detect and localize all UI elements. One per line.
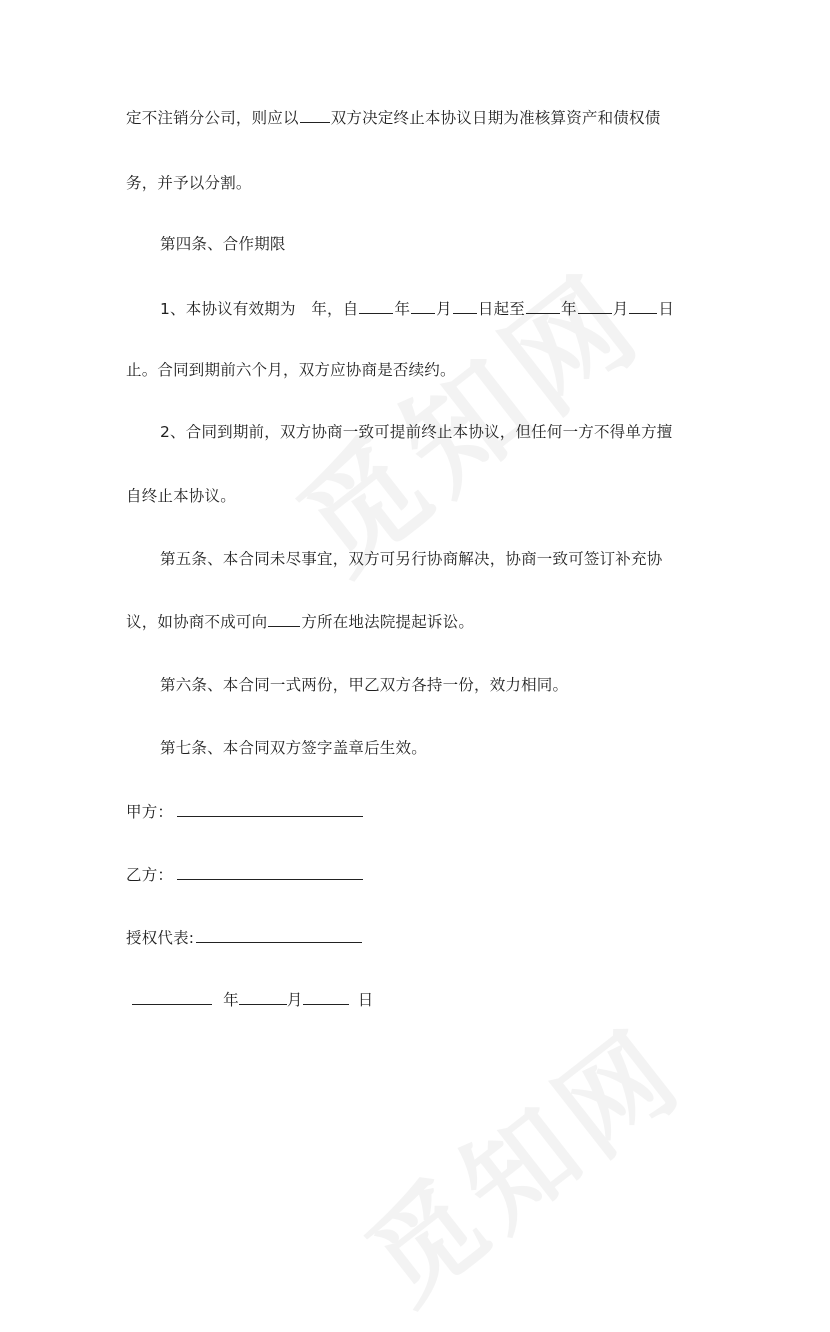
date-day-blank	[303, 988, 349, 1005]
fill-in-blank	[411, 297, 435, 314]
paragraph-line: 第五条、本合同未尽事宜，双方可另行协商解决，协商一致可签订补充协	[160, 550, 663, 568]
date-month-label: 月	[286, 991, 303, 1009]
date-year-label: 年	[223, 991, 239, 1009]
signature-line	[196, 926, 362, 943]
paragraph-line: 第七条、本合同双方签字盖章后生效。	[160, 739, 427, 757]
signature-date	[132, 988, 373, 1011]
paragraph-line: 自终止本协议。	[126, 487, 236, 505]
signature-label: 授权代表:	[126, 929, 195, 947]
signature-party-b	[126, 863, 363, 886]
paragraph-line	[126, 106, 660, 129]
paragraph-line	[126, 610, 474, 633]
date-year-blank	[132, 988, 212, 1005]
date-month-blank	[239, 988, 287, 1005]
text-segment: 1、本协议有效期为 年，自	[160, 300, 359, 318]
fill-in-blank	[526, 297, 560, 314]
fill-in-blank	[578, 297, 612, 314]
text-segment: 日起至	[477, 300, 525, 318]
text-segment: 年	[560, 300, 577, 318]
fill-in-blank	[268, 610, 300, 627]
signature-label: 甲方：	[126, 803, 174, 821]
text-segment: 月	[436, 300, 452, 318]
signature-line	[177, 863, 363, 880]
fill-in-blank	[629, 297, 657, 314]
paragraph-line: 2、合同到期前，双方协商一致可提前终止本协议，但任何一方不得单方擅	[160, 423, 673, 441]
signature-line	[177, 800, 363, 817]
fill-in-blank	[300, 106, 330, 123]
paragraph-line: 止。合同到期前六个月，双方应协商是否续约。	[126, 361, 456, 379]
watermark	[330, 986, 711, 1332]
signature-authorized-rep	[126, 926, 362, 949]
signature-label: 乙方：	[126, 866, 174, 884]
fill-in-blank	[453, 297, 477, 314]
paragraph-line	[160, 297, 674, 320]
text-segment: 定不注销分公司，则应以	[126, 109, 299, 127]
text-segment: 年	[394, 300, 411, 318]
text-segment: 议，如协商不成可向	[126, 613, 268, 631]
text-segment: 月	[612, 300, 629, 318]
section-heading: 第四条、合作期限	[160, 235, 286, 253]
paragraph-line: 务，并予以分割。	[126, 174, 252, 192]
text-segment: 方所在地法院提起诉讼。	[301, 613, 475, 631]
text-segment: 双方决定终止本协议日期为准核算资产和债权债	[330, 109, 661, 127]
date-day-label: 日	[357, 991, 374, 1009]
text-segment: 日	[658, 300, 675, 318]
signature-party-a	[126, 800, 363, 823]
fill-in-blank	[359, 297, 393, 314]
paragraph-line: 第六条、本合同一式两份，甲乙双方各持一份，效力相同。	[160, 676, 569, 694]
